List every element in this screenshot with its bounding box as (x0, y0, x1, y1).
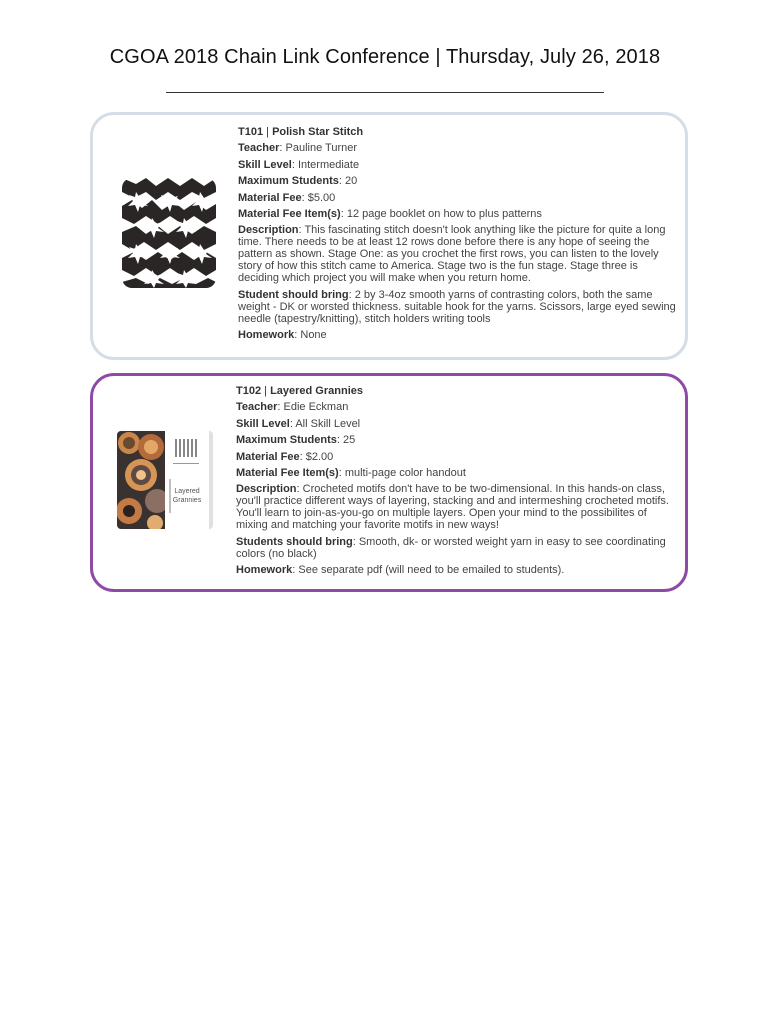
title-divider (166, 92, 604, 93)
homework-field: Homework: See separate pdf (will need to be emailed to students). (236, 564, 565, 577)
material-fee-items-field: Material Fee Item(s): 12 page booklet on how to plus patterns (238, 207, 542, 220)
class-heading: T102 | Layered Grannies (236, 385, 363, 397)
homework-field: Homework: None (238, 329, 327, 342)
teacher-field: Teacher: Edie Eckman (236, 401, 349, 414)
teacher-field: Teacher: Pauline Turner (238, 142, 358, 155)
max-students-field: Maximum Students: 25 (236, 434, 356, 447)
skill-level-field: Skill Level: All Skill Level (236, 417, 361, 430)
skill-level-field: Skill Level: Intermediate (238, 158, 360, 171)
class-details-t101 (238, 126, 680, 346)
students-should-bring-field: Students should bring: Smooth, dk- or worsted weight yarn in easy to see coordinating colors (no black) (236, 535, 666, 560)
page-title: CGOA 2018 Chain Link Conference | Thursday, July 26, 2018 (109, 46, 661, 68)
material-fee-field: Material Fee: $2.00 (236, 450, 334, 463)
class-heading: T101 | Polish Star Stitch (238, 126, 364, 138)
max-students-field: Maximum Students: 20 (238, 175, 358, 188)
material-fee-items-field: Material Fee Item(s): multi-page color handout (236, 466, 466, 479)
book-cover-title: Layered Grannies (172, 488, 202, 504)
student-should-bring-field: Student should bring: 2 by 3-4oz smooth yarns of contrasting colors, both the same weight - DK or worsted thickness. suitable hook for the yarns. Scissors, large eyed sewing needle (tapestry/knitting), stitch holders writing tools (238, 288, 676, 325)
class-details-t102 (236, 385, 680, 581)
polish-star-stitch-image (122, 178, 216, 288)
layered-grannies-book-image (117, 431, 213, 529)
material-fee-field: Material Fee: $5.00 (238, 191, 336, 204)
description-field: Description: This fascinating stitch doesn't look anything like the picture for quite a long time. There needs to be at least 12 rows done before there is any hope of seeing the pattern as shown. Stage One: as you crochet the first rows, you can listen to the lovely story of how this stitch came to America. Stage two is the fun stage. Stage three is deciding which project you will make when you return home. (238, 224, 666, 285)
description-field: Description: Crocheted motifs don't have to be two-dimensional. In this hands-on class, you'll practice different ways of layering, stacking and and intermeshing crocheted motifs. You'll learn to join-as-you-go on multiple layers. Open your mind to the possibilites of mixing and matching your favorite motifs in new ways! (236, 483, 669, 532)
